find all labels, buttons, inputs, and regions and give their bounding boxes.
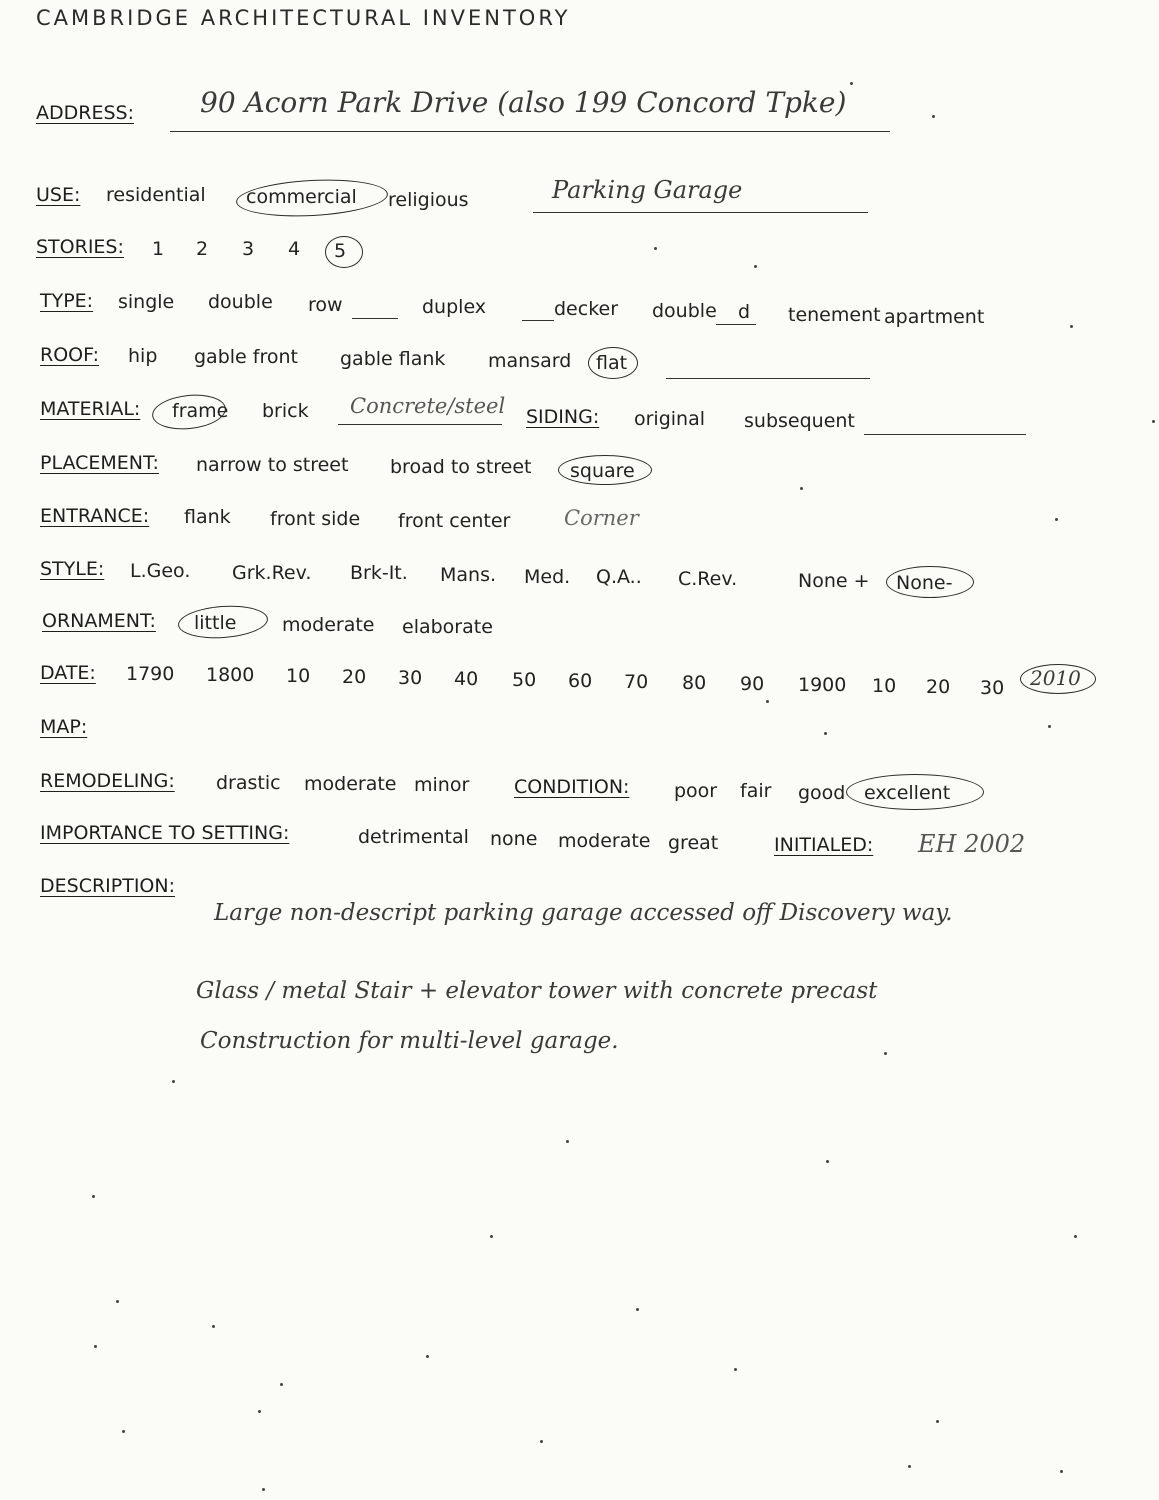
scan-speck bbox=[636, 1308, 639, 1311]
scan-speck bbox=[426, 1355, 429, 1358]
roof-gable-front[interactable]: gable front bbox=[194, 346, 298, 368]
use-selected-circle bbox=[235, 176, 389, 220]
scan-speck bbox=[172, 1080, 175, 1083]
entrance-front-center[interactable]: front center bbox=[398, 510, 511, 532]
type-decker[interactable]: decker bbox=[554, 298, 619, 320]
date-30[interactable]: 30 bbox=[398, 667, 423, 689]
date-60[interactable]: 60 bbox=[568, 670, 593, 692]
type-apartment[interactable]: apartment bbox=[884, 306, 985, 328]
entrance-label: ENTRANCE: bbox=[40, 505, 150, 527]
stories-4[interactable]: 4 bbox=[288, 238, 301, 260]
use-label: USE: bbox=[36, 184, 81, 206]
scan-speck bbox=[540, 1440, 543, 1443]
scan-speck bbox=[908, 1465, 911, 1468]
date-label: DATE: bbox=[40, 662, 96, 684]
scan-speck bbox=[122, 1430, 125, 1433]
roof-mansard[interactable]: mansard bbox=[488, 350, 572, 372]
roof-selected-circle bbox=[588, 347, 638, 379]
scan-speck bbox=[94, 1345, 97, 1348]
siding-subsequent[interactable]: subsequent bbox=[744, 410, 855, 432]
stories-3[interactable]: 3 bbox=[242, 238, 255, 260]
scan-speck bbox=[850, 82, 853, 85]
initialed-label: INITIALED: bbox=[774, 834, 874, 856]
type-double[interactable]: double bbox=[208, 291, 273, 313]
ornament-elaborate[interactable]: elaborate bbox=[402, 616, 493, 638]
scan-speck bbox=[936, 1420, 939, 1423]
date-1800[interactable]: 1800 bbox=[206, 664, 255, 686]
date-1930[interactable]: 30 bbox=[980, 677, 1005, 699]
date-written-circle bbox=[1020, 664, 1096, 694]
style-brkit[interactable]: Brk-It. bbox=[350, 562, 408, 584]
type-duplex[interactable]: duplex bbox=[422, 296, 487, 318]
material-selected-circle bbox=[150, 391, 227, 433]
condition-good[interactable]: good bbox=[798, 782, 846, 804]
scan-speck bbox=[490, 1235, 493, 1238]
placement-narrow[interactable]: narrow to street bbox=[196, 454, 349, 476]
siding-original[interactable]: original bbox=[634, 408, 706, 430]
scan-speck bbox=[932, 115, 935, 118]
type-row-blank bbox=[352, 318, 398, 319]
style-lgeo[interactable]: L.Geo. bbox=[130, 560, 191, 582]
description-label: DESCRIPTION: bbox=[40, 875, 176, 897]
date-1920[interactable]: 20 bbox=[926, 676, 951, 698]
scan-speck bbox=[754, 265, 757, 268]
style-qa[interactable]: Q.A.. bbox=[596, 566, 642, 588]
type-d-mark[interactable]: d bbox=[738, 301, 751, 323]
date-1910[interactable]: 10 bbox=[872, 675, 897, 697]
scan-speck bbox=[1055, 518, 1058, 521]
roof-gable-flank[interactable]: gable flank bbox=[340, 348, 446, 370]
roof-other-line bbox=[666, 378, 870, 379]
date-80[interactable]: 80 bbox=[682, 672, 707, 694]
placement-square[interactable]: square bbox=[570, 460, 635, 482]
material-other-value: Concrete/steel bbox=[350, 394, 506, 418]
type-d-blank bbox=[716, 324, 756, 325]
stories-label: STORIES: bbox=[36, 236, 124, 258]
scan-speck bbox=[116, 1300, 119, 1303]
style-crev[interactable]: C.Rev. bbox=[678, 568, 738, 590]
scan-speck bbox=[800, 487, 803, 490]
date-10[interactable]: 10 bbox=[286, 665, 311, 687]
ornament-moderate[interactable]: moderate bbox=[282, 614, 375, 636]
scan-speck bbox=[884, 1052, 887, 1055]
style-none-minus[interactable]: None- bbox=[896, 572, 953, 594]
stories-2[interactable]: 2 bbox=[196, 238, 209, 260]
condition-fair[interactable]: fair bbox=[740, 780, 772, 802]
scan-speck bbox=[1152, 420, 1155, 423]
entrance-front-side[interactable]: front side bbox=[270, 508, 361, 530]
entrance-flank[interactable]: flank bbox=[184, 506, 231, 528]
scan-speck bbox=[1074, 1235, 1077, 1238]
importance-moderate[interactable]: moderate bbox=[558, 830, 651, 852]
description-line-2: Glass / metal Stair + elevator tower with concrete precast bbox=[196, 978, 878, 1004]
siding-other-line bbox=[864, 434, 1026, 435]
scan-speck bbox=[262, 1488, 265, 1491]
importance-detrimental[interactable]: detrimental bbox=[358, 826, 469, 848]
use-other-line bbox=[533, 212, 868, 213]
scan-speck bbox=[92, 1195, 95, 1198]
use-residential[interactable]: residential bbox=[106, 184, 206, 206]
scan-speck bbox=[766, 700, 769, 703]
remodeling-drastic[interactable]: drastic bbox=[216, 772, 281, 794]
placement-broad[interactable]: broad to street bbox=[390, 456, 532, 478]
scan-speck bbox=[566, 1140, 569, 1143]
use-other-value: Parking Garage bbox=[552, 176, 743, 204]
style-none-plus[interactable]: None + bbox=[798, 570, 870, 592]
scan-speck bbox=[212, 1325, 215, 1328]
remodeling-minor[interactable]: minor bbox=[414, 774, 470, 796]
roof-flat[interactable]: flat bbox=[596, 352, 628, 374]
scan-speck bbox=[826, 1160, 829, 1163]
style-mans[interactable]: Mans. bbox=[440, 564, 497, 586]
scan-speck bbox=[258, 1410, 261, 1413]
material-brick[interactable]: brick bbox=[262, 400, 309, 422]
style-selected-circle bbox=[886, 566, 974, 598]
scan-speck bbox=[280, 1383, 283, 1386]
roof-hip[interactable]: hip bbox=[128, 345, 158, 367]
material-label: MATERIAL: bbox=[40, 398, 141, 420]
condition-label: CONDITION: bbox=[514, 776, 630, 798]
date-20[interactable]: 20 bbox=[342, 666, 367, 688]
type-single[interactable]: single bbox=[118, 291, 175, 313]
type-decker-blank bbox=[522, 320, 554, 321]
ornament-selected-circle bbox=[177, 603, 269, 641]
remodeling-moderate[interactable]: moderate bbox=[304, 773, 397, 795]
importance-great[interactable]: great bbox=[668, 832, 719, 854]
placement-label: PLACEMENT: bbox=[40, 452, 159, 474]
map-label: MAP: bbox=[40, 716, 88, 738]
roof-label: ROOF: bbox=[40, 344, 99, 366]
condition-excellent[interactable]: excellent bbox=[864, 782, 951, 804]
siding-label: SIDING: bbox=[526, 406, 600, 428]
use-commercial[interactable]: commercial bbox=[246, 186, 357, 208]
stories-5[interactable]: 5 bbox=[334, 240, 347, 262]
use-religious[interactable]: religious bbox=[388, 189, 469, 211]
description-line-3: Construction for multi-level garage. bbox=[200, 1028, 619, 1054]
scan-speck bbox=[734, 1368, 737, 1371]
date-1900[interactable]: 1900 bbox=[798, 674, 847, 696]
date-70[interactable]: 70 bbox=[624, 671, 649, 693]
address-line bbox=[170, 131, 890, 132]
style-med[interactable]: Med. bbox=[524, 566, 571, 588]
condition-selected-circle bbox=[846, 774, 984, 810]
style-label: STYLE: bbox=[40, 558, 105, 580]
date-40[interactable]: 40 bbox=[454, 668, 479, 690]
date-50[interactable]: 50 bbox=[512, 669, 537, 691]
condition-poor[interactable]: poor bbox=[674, 780, 718, 802]
remodeling-label: REMODELING: bbox=[40, 770, 175, 792]
initialed-value: EH 2002 bbox=[918, 830, 1026, 858]
importance-label: IMPORTANCE TO SETTING: bbox=[40, 822, 290, 844]
material-frame[interactable]: frame bbox=[172, 400, 229, 422]
date-written-value: 2010 bbox=[1030, 666, 1081, 690]
ornament-little[interactable]: little bbox=[194, 612, 237, 634]
type-tenement[interactable]: tenement bbox=[788, 304, 881, 326]
stories-selected-circle bbox=[325, 236, 363, 268]
scan-speck bbox=[654, 247, 657, 250]
type-label: TYPE: bbox=[40, 290, 94, 312]
style-grkrev[interactable]: Grk.Rev. bbox=[232, 562, 312, 584]
scan-speck bbox=[1060, 1470, 1063, 1473]
scan-speck bbox=[1070, 325, 1073, 328]
type-row[interactable]: row bbox=[308, 294, 343, 316]
description-line-1: Large non-descript parking garage accessed off Discovery way. bbox=[214, 900, 953, 926]
scan-speck bbox=[824, 732, 827, 735]
ornament-label: ORNAMENT: bbox=[42, 610, 156, 632]
date-1790[interactable]: 1790 bbox=[126, 663, 175, 685]
date-90[interactable]: 90 bbox=[740, 673, 765, 695]
importance-none[interactable]: none bbox=[490, 828, 538, 850]
address-value: 90 Acorn Park Drive (also 199 Concord Tpke) bbox=[200, 86, 847, 119]
material-other-line bbox=[338, 424, 502, 425]
type-double-d[interactable]: double bbox=[652, 300, 717, 322]
entrance-other-value: Corner bbox=[564, 506, 639, 530]
scan-speck bbox=[1048, 725, 1051, 728]
form-title: CAMBRIDGE ARCHITECTURAL INVENTORY bbox=[36, 6, 571, 30]
stories-1[interactable]: 1 bbox=[152, 238, 165, 260]
placement-selected-circle bbox=[558, 455, 652, 485]
address-label: ADDRESS: bbox=[36, 102, 134, 124]
